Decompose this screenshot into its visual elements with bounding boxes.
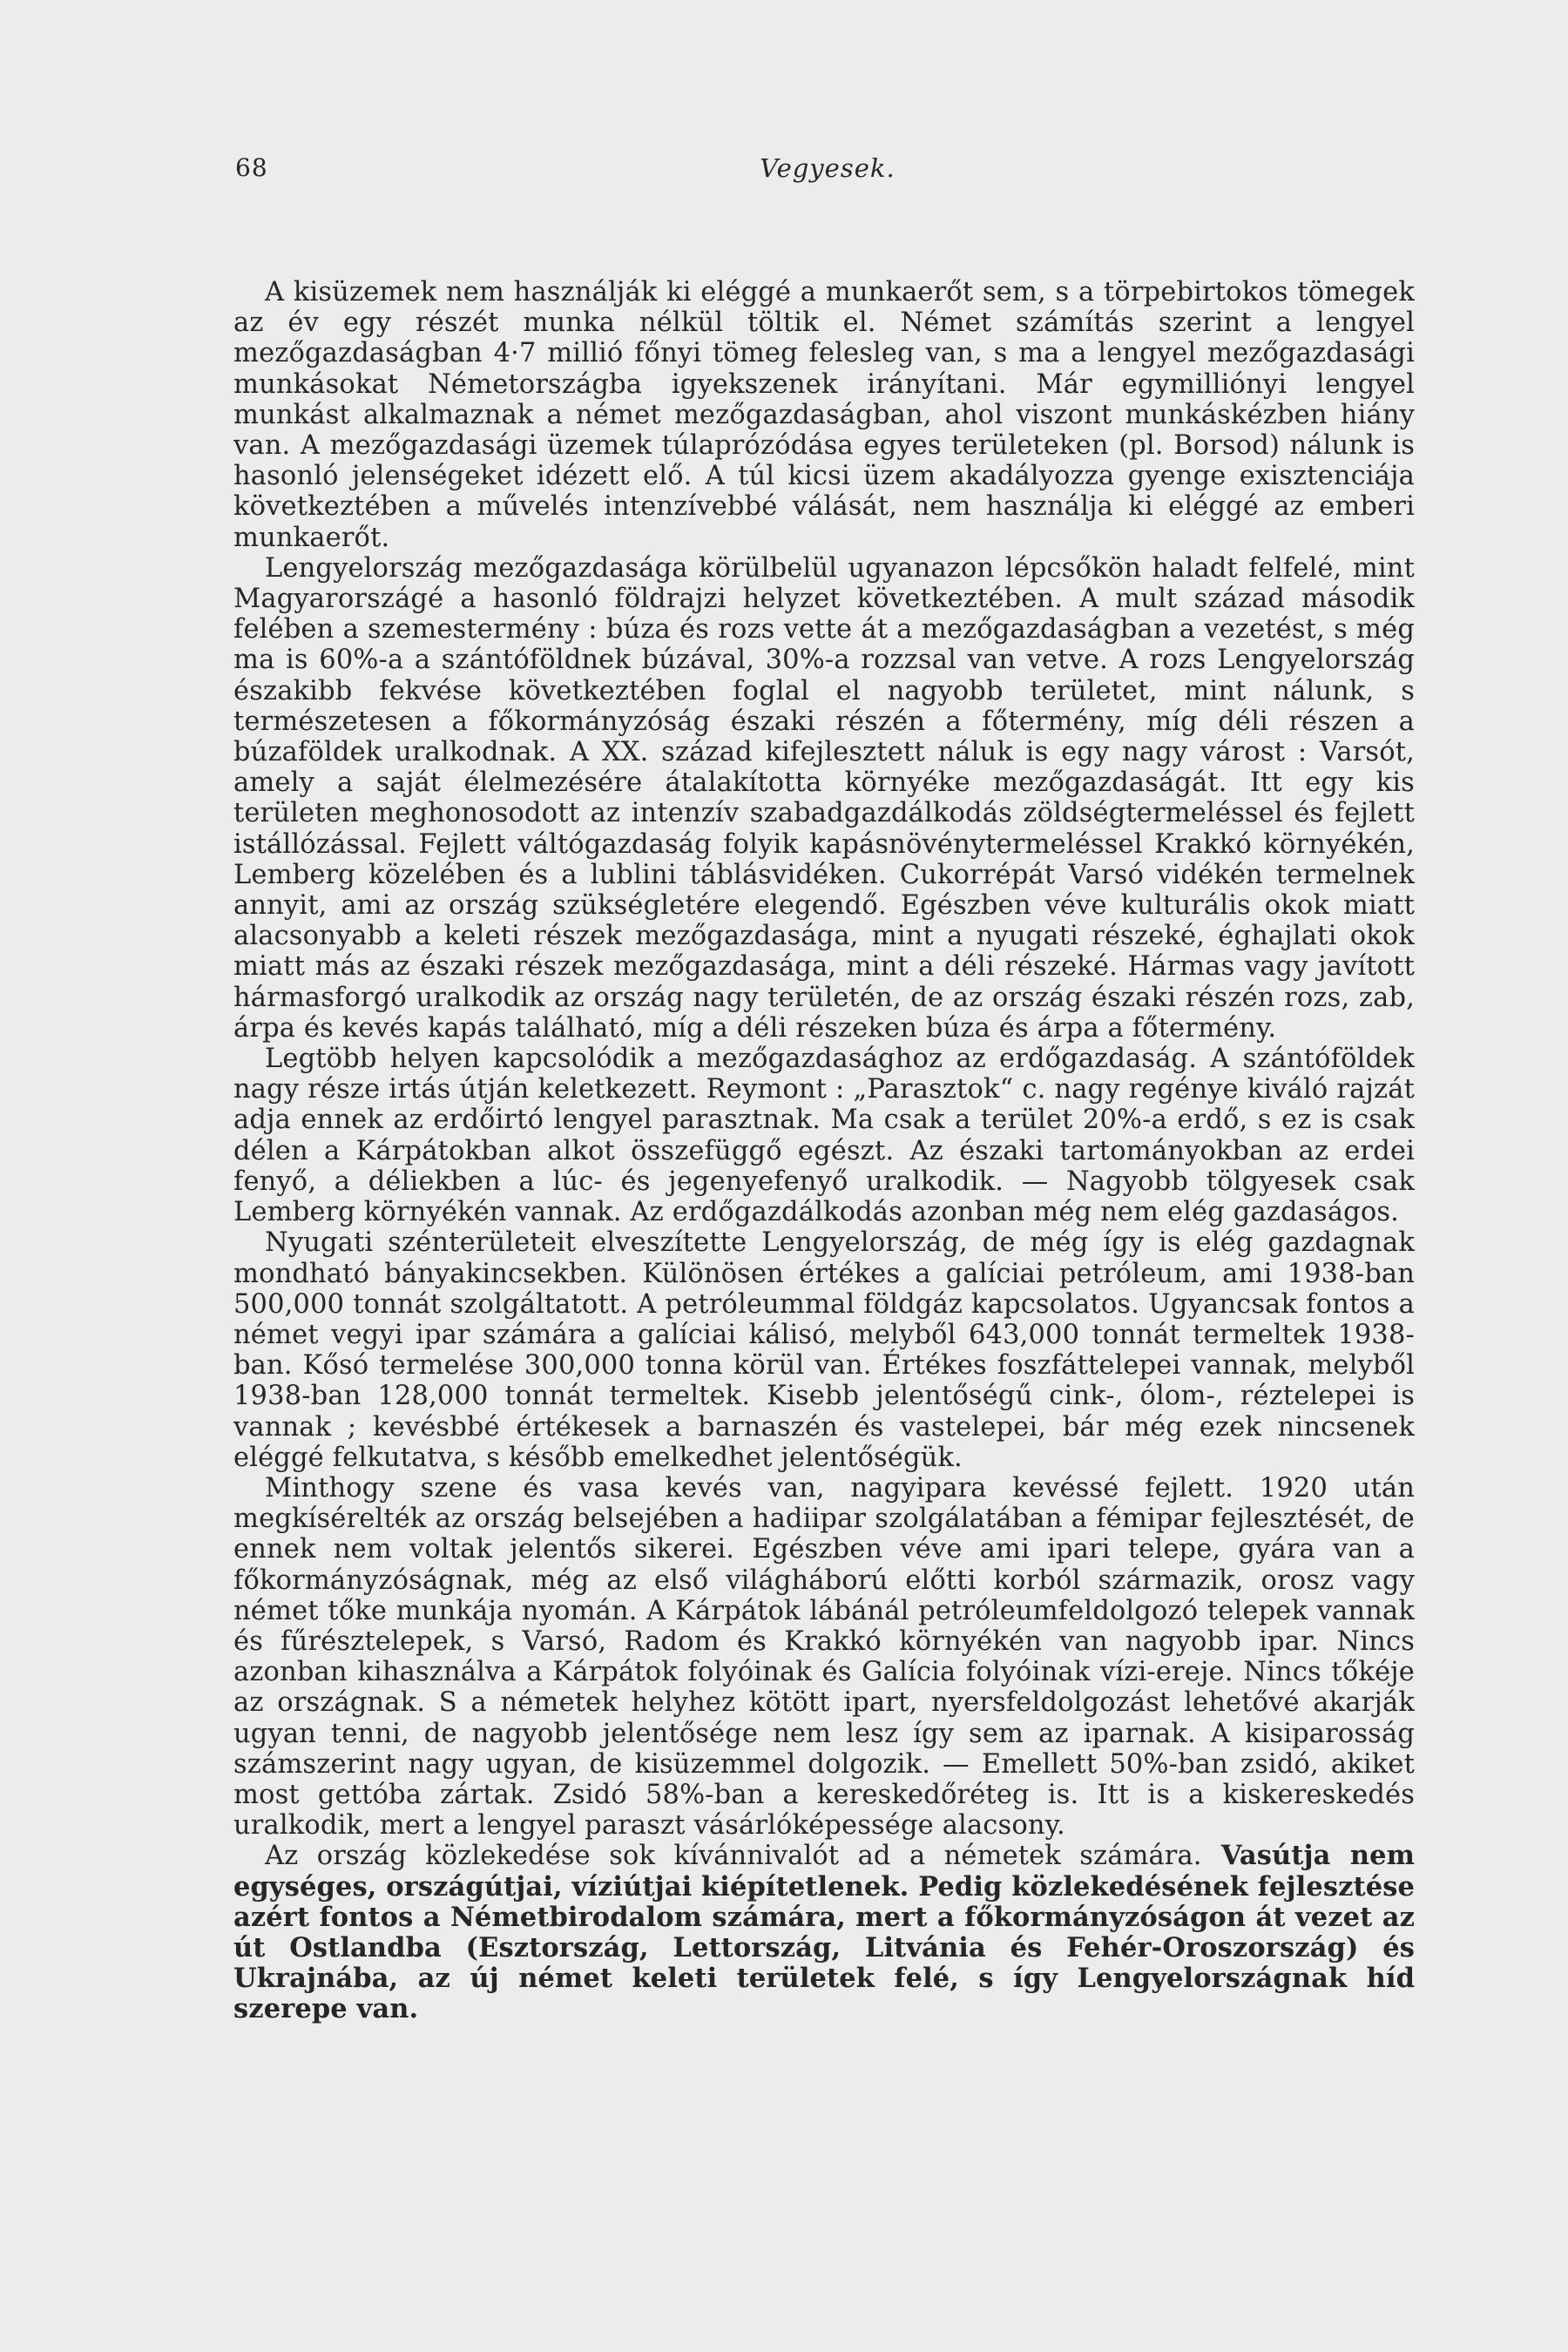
- paragraph: Nyugati szénterületeit elveszítette Lengyelország, de még így is elég gazdagnak mondható bányakincsekben. Különösen értékes a galíciai petróleum, ami 1938-ban 500,000 tonnát szolgáltatott. A petróleummal földgáz kapcsolatos. Ugyancsak fontos a német vegyi ipar számára a galíciai kálisó, melyből 643,000 tonnát termeltek 1938-ban. Kősó termelése 300,000 tonna körül van. Értékes foszfáttelepei vannak, melyből 1938-ban 128,000 tonnát termeltek. Kisebb jelentőségű cink-, ólom-, réztelepei is vannak ; kevésbbé értékesek a barnaszén és vastelepei, bár még ezek nincsenek eléggé felkutatva, s később emelkedhet jelentőségük.: [233, 1227, 1415, 1473]
- page-number: 68: [235, 153, 268, 182]
- paragraph: Lengyelország mezőgazdasága körülbelül ugyanazon lépcsőkön haladt felfelé, mint Magyarországé a hasonló földrajzi helyzet következtében. A mult század második felében a szemestermény : búza és rozs vette át a mezőgazdaságban a vezetést, s még ma is 60%-a a szántóföldnek búzával, 30%-a rozzsal van vetve. A rozs Lengyelország északibb fekvése következtében foglal el nagyobb területet, mint nálunk, s természetesen a főkormányzóság északi részén a főtermény, míg déli részen a búzaföldek uralkodnak. A XX. század kifejlesztett náluk is egy nagy várost : Varsót, amely a saját élelmezésére átalakította környéke mezőgazdaságát. Itt egy kis területen meghonosodott az intenzív szabadgazdálkodás zöldségtermeléssel és fejlett istállózással. Fejlett váltógazdaság folyik kapásnövénytermeléssel Krakkó környékén, Lemberg közelében és a lublini táblásvidéken. Cukorrépát Varsó vidékén termelnek annyit, ami az ország szükségletére elegendő. Egészben véve kulturális okok miatt alacsonyabb a keleti részek mezőgazdasága, mint a nyugati részeké, éghajlati okok miatt más az északi részek mezőgazdasága, mint a déli részeké. Hármas vagy javított hármasforgó uralkodik az ország nagy területén, de az ország északi részén rozs, zab, árpa és kevés kapás található, míg a déli részeken búza és árpa a főtermény.: [233, 552, 1415, 1044]
- paragraph: A kisüzemek nem használják ki eléggé a munkaerőt sem, s a törpebirtokos tömegek az év egy részét munka nélkül töltik el. Német számítás szerint a lengyel mezőgazdaságban 4·7 millió főnyi tömeg felesleg van, s ma a lengyel mezőgazdasági munkásokat Németországba igyekszenek irányítani. Már egymilliónyi lengyel munkást alkalmaznak a német mezőgazdaságban, ahol viszont munkáskézben hiány van. A mezőgazdasági üzemek túlaprózódása egyes területeken (pl. Borsod) nálunk is hasonló jelenségeket idézett elő. A túl kicsi üzem akadályozza gyenge exisztenciája következtében a művelés intenzívebbé válását, nem használja ki eléggé az emberi munkaerőt.: [233, 277, 1415, 553]
- paragraph: Legtöbb helyen kapcsolódik a mezőgazdasághoz az erdőgazdaság. A szántóföldek nagy része irtás útján keletkezett. Reymont : „Parasztok“ c. nagy regénye kiváló rajzát adja ennek az erdőirtó lengyel parasztnak. Ma csak a terület 20%-a erdő, s ez is csak délen a Kárpátokban alkot összefüggő egészt. Az északi tartományokban az erdei fenyő, a déliekben a lúc- és jegenyefenyő uralkodik. — Nagyobb tölgyesek csak Lemberg környékén vannak. Az erdőgazdálkodás azonban még nem elég gazdaságos.: [233, 1044, 1415, 1228]
- paragraph-last: [233, 1841, 1415, 2024]
- paragraph-last-rest: Vasútja nem egységes, országútjai, víziútjai kiépítetlenek. Pedig közlekedésének fejlesztése azért fontos a Németbirodalom számára, mert a főkormányzóságon át vezet az út Ostlandba (Esztország, Lettország, Litvánia és Fehér-Oroszország) és Ukrajnába, az új német keleti területek felé, s így Lengyelországnak híd szerepe van.: [233, 1840, 1416, 2025]
- page-header: [235, 153, 1420, 188]
- running-head: Vegyesek.: [760, 153, 896, 183]
- paragraph-last-lead: Az ország közlekedése sok kívánnivalót ad a németek számára.: [265, 1841, 1202, 1872]
- body-text: [233, 277, 1415, 2025]
- paragraph: Minthogy szene és vasa kevés van, nagyipara kevéssé fejlett. 1920 után megkísérelték az ország belsejében a hadiipar szolgálatában a fémipar fejlesztését, de ennek nem voltak jelentős sikerei. Egészben véve ami ipari telepe, gyára van a főkormányzóságnak, még az első világháború előtti korból származik, orosz vagy német tőke munkája nyomán. A Kárpátok lábánál petróleumfeldolgozó telepek vannak és fűrésztelepek, s Varsó, Radom és Krakkó környékén van nagyobb ipar. Nincs azonban kihasználva a Kárpátok folyóinak és Galícia folyóinak vízi-ereje. Nincs tőkéje az országnak. S a németek helyhez kötött ipart, nyersfeldolgozást lehetővé akarják ugyan tenni, de nagyobb jelentősége nem lesz így sem az iparnak. A kisiparosság számszerint nagy ugyan, de kisüzemmel dolgozik. — Emellett 50%-ban zsidó, akiket most gettóba zártak. Zsidó 58%-ban a kereskedőréteg is. Itt is a kiskereskedés uralkodik, mert a lengyel paraszt vásárlóképessége alacsony.: [233, 1472, 1415, 1842]
